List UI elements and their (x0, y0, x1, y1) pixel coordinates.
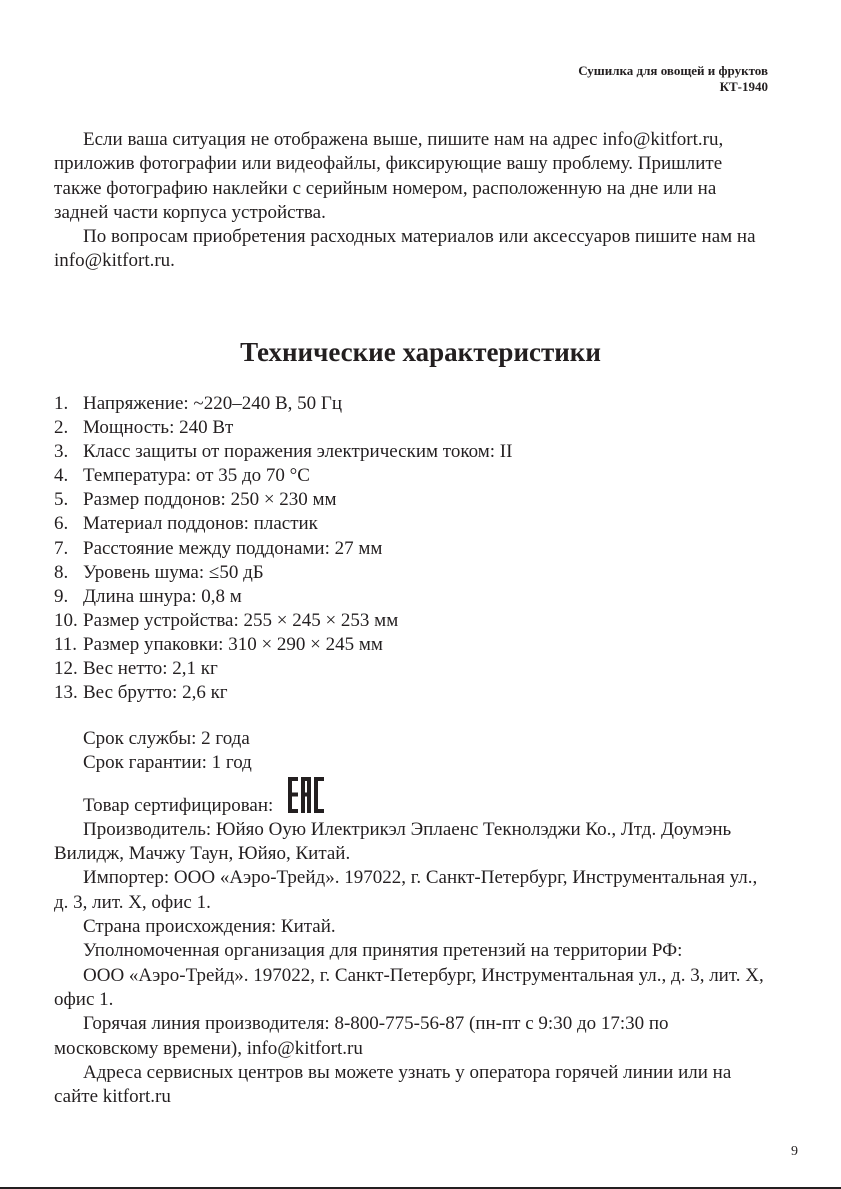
spec-item (54, 416, 512, 440)
spec-item (54, 488, 512, 512)
spec-text: Расстояние между поддонами: 27 мм (83, 537, 383, 559)
intro-paragraph-contact: Если ваша ситуация не отображена выше, пишите нам на адрес info@kitfort.ru, приложив фотографии или видеофайлы, фиксирующие вашу проблему. Пришлите также фотографию наклейки с серийным номером, расположенную на дне или на задней части корпуса устройства. (54, 129, 724, 223)
spec-number: 12. (54, 658, 78, 680)
spec-item (54, 633, 512, 657)
spec-text: Размер поддонов: 250 × 230 мм (83, 489, 337, 511)
intro-section (54, 128, 769, 274)
hotline: Горячая линия производителя: 8-800-775-56-87 (пн-пт с 9:30 до 17:30 по московскому времени), info@kitfort.ru (54, 1013, 669, 1059)
spec-number: 3. (54, 441, 69, 463)
spec-number: 13. (54, 682, 78, 704)
header-product: Сушилка для овощей и фруктов (578, 63, 768, 78)
spec-number: 6. (54, 513, 69, 535)
authorized-organization: Уполномоченная организация для принятия претензий на территории РФ: (83, 940, 683, 962)
spec-number: 4. (54, 465, 69, 487)
spec-text: Мощность: 240 Вт (83, 417, 234, 439)
spec-text: Длина шнура: 0,8 м (83, 585, 242, 607)
country-of-origin: Страна происхождения: Китай. (83, 916, 336, 938)
eac-mark-icon (287, 776, 325, 814)
certified-label: Товар сертифицирован: (83, 794, 274, 816)
spec-item (54, 440, 512, 464)
spec-text: Класс защиты от поражения электрическим током: II (83, 441, 513, 463)
spec-text: Материал поддонов: пластик (83, 513, 318, 535)
manufacturer: Производитель: Юйяо Оую Илектрикэл Эплаенс Текнолэджи Ко., Лтд. Доумэнь Вилидж, Мачжу Таун, Юйяо, Китай. (54, 818, 732, 865)
specs-list (54, 392, 512, 705)
spec-item (54, 537, 512, 561)
service-life: Срок службы: 2 года (83, 728, 250, 749)
header-model: КТ-1940 (719, 79, 768, 94)
spec-text: Напряжение: ~220–240 В, 50 Гц (83, 393, 343, 414)
spec-text: Размер устройства: 255 × 245 × 253 мм (83, 609, 399, 631)
meta-section (54, 727, 769, 1109)
certification-line (54, 776, 769, 818)
spec-number: 2. (54, 417, 69, 439)
spec-number: 11. (54, 633, 78, 655)
authorized-organization-details: ООО «Аэро-Трейд». 197022, г. Санкт-Петербург, Инструментальная ул., д. 3, лит. Х, офис 1. (54, 964, 764, 1010)
page-number: 9 (791, 1144, 798, 1159)
spec-item (54, 561, 512, 585)
spec-item (54, 609, 512, 633)
section-title: Технические характеристики (240, 337, 601, 367)
spec-item (54, 464, 512, 488)
spec-text: Вес нетто: 2,1 кг (83, 658, 218, 680)
service-centers: Адреса сервисных центров вы можете узнать у оператора горячей линии или на сайте kitfort.ru (54, 1061, 732, 1108)
spec-item (54, 585, 512, 609)
spec-number: 5. (54, 489, 69, 511)
spec-item (54, 657, 512, 681)
spec-number: 7. (54, 537, 69, 559)
warranty: Срок гарантии: 1 год (83, 752, 252, 774)
spec-item (54, 681, 512, 705)
spec-item (54, 512, 512, 536)
spec-item (54, 392, 512, 416)
spec-text: Температура: от 35 до 70 °С (83, 465, 310, 487)
spec-number: 10. (54, 609, 78, 631)
spec-text: Размер упаковки: 310 × 290 × 245 мм (83, 633, 383, 655)
spec-number: 8. (54, 561, 69, 583)
spec-text: Уровень шума: ≤50 дБ (83, 561, 264, 583)
spec-number: 9. (54, 585, 69, 607)
spec-number: 1. (54, 393, 69, 414)
running-header (578, 63, 768, 95)
intro-paragraph-accessories: По вопросам приобретения расходных материалов или аксессуаров пишите нам на info@kitfort.ru. (54, 226, 756, 272)
importer: Импортер: ООО «Аэро-Трейд». 197022, г. Санкт-Петербург, Инструментальная ул., д. 3, лит. Х, офис 1. (54, 867, 758, 913)
spec-text: Вес брутто: 2,6 кг (83, 682, 228, 704)
